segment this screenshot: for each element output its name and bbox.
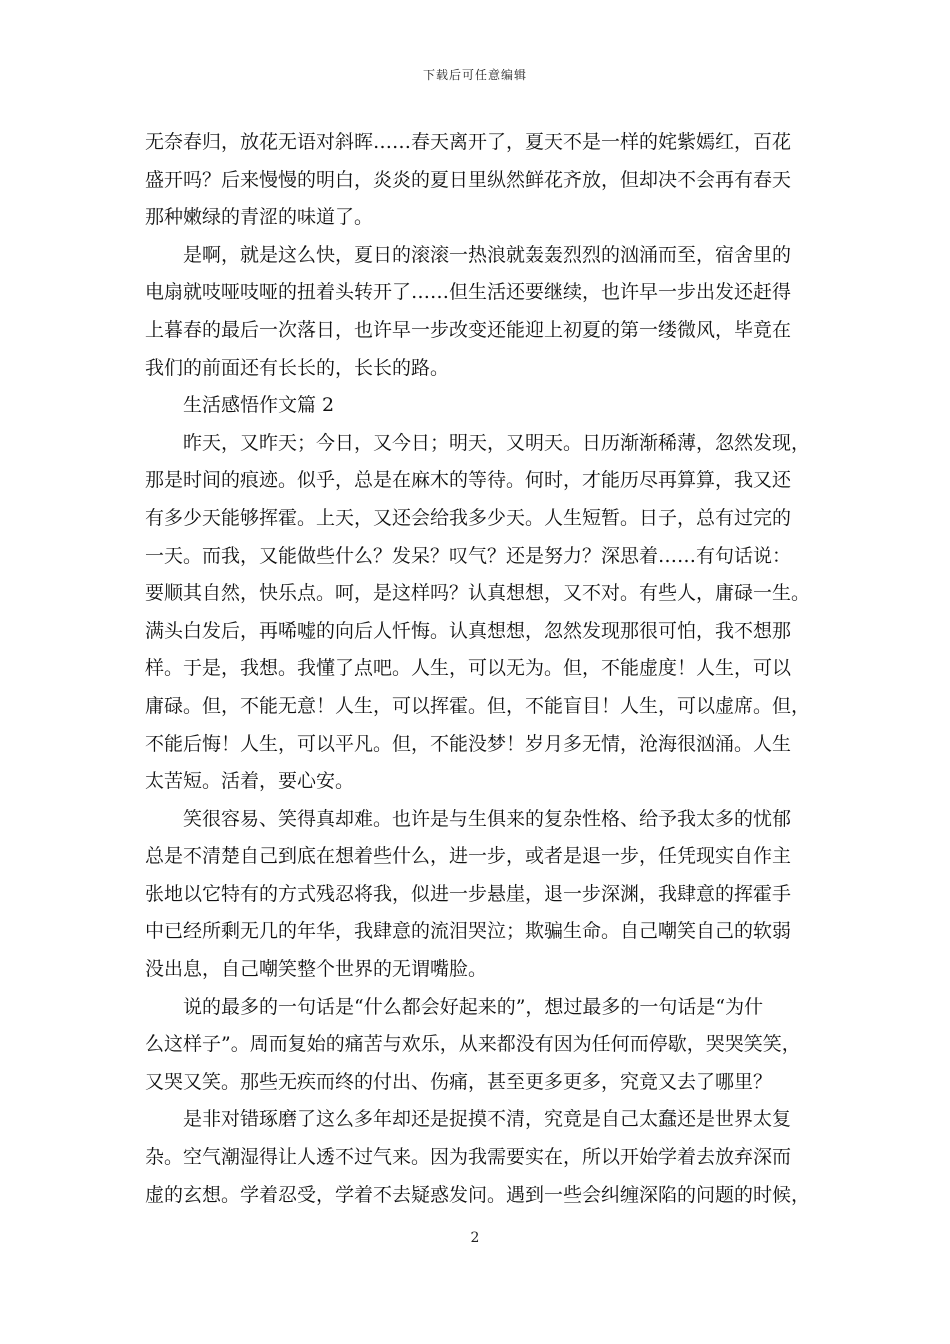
text-line: 么这样子”。周而复始的痛苦与欢乐，从来都没有因为任何而停歇，哭哭笑笑， [145,1033,801,1056]
text-line: 那种嫩绿的青涩的味道了。 [145,206,374,229]
document-body [145,124,813,1214]
text-line: 没出息，自己嘲笑整个世界的无谓嘴脸。 [145,958,488,981]
text-line: 盛开吗？后来慢慢的明白，炎炎的夏日里纵然鲜花齐放，但却决不会再有春天 [145,168,792,191]
text-line: 虚的玄想。学着忍受，学着不去疑惑发问。遇到一些会纠缠深陷的问题的时候， [145,1183,811,1206]
text-line: 杂。空气潮湿得让人透不过气来。因为我需要实在，所以开始学着去放弃深而 [145,1146,792,1169]
text-line: 庸碌。但，不能无意！人生，可以挥霍。但，不能盲目！人生，可以虚席。但， [145,694,811,717]
text-line: 有多少天能够挥霍。上天，又还会给我多少天。人生短暂。日子，总有过完的 [145,506,792,529]
text-line: 一天。而我，又能做些什么？发呆？叹气？还是努力？深思着……有句话说： [145,544,792,567]
text-line: 满头白发后，再唏嘘的向后人忏悔。认真想想，忽然发现那很可怕，我不想那 [145,619,792,642]
text-line: 张地以它特有的方式残忍将我，似进一步悬崖，退一步深渊，我肆意的挥霍手 [145,882,792,905]
text-line: 是啊，就是这么快，夏日的滚滚一热浪就轰轰烈烈的汹涌而至，宿舍里的 [183,243,792,266]
text-line: 我们的前面还有长长的，长长的路。 [145,356,450,379]
text-line: 笑很容易、笑得真却难。也许是与生俱来的复杂性格、给予我太多的忧郁 [183,807,792,830]
text-line: 是非对错琢磨了这么多年却还是捉摸不清，究竟是自己太蠢还是世界太复 [183,1108,792,1131]
text-line: 又哭又笑。那些无疾而终的付出、伤痛，甚至更多更多，究竟又去了哪里？ [145,1070,773,1093]
text-line: 要顺其自然，快乐点。呵，是这样吗？认真想想，又不对。有些人，庸碌一生。 [145,582,811,605]
page-number: 2 [470,1230,480,1246]
text-line: 那是时间的痕迹。似乎，总是在麻木的等待。何时，才能历尽再算算，我又还 [145,469,792,492]
text-line: 无奈春归，放花无语对斜晖……春天离开了，夏天不是一样的姹紫嫣红，百花 [145,131,792,153]
section-heading: 生活感悟作文篇 2 [183,394,335,417]
text-line: 昨天，又昨天；今日，又今日；明天，又明天。日历渐渐稀薄，忽然发现， [183,431,811,454]
page-header: 下载后可任意编辑 [422,68,527,82]
text-line: 上暮春的最后一次落日，也许早一步改变还能迎上初夏的第一缕微风，毕竟在 [145,318,792,341]
text-line: 样。于是，我想。我懂了点吧。人生，可以无为。但，不能虚度！人生，可以 [145,657,792,680]
text-line: 中已经所剩无几的年华，我肆意的流泪哭泣；欺骗生命。自己嘲笑自己的软弱 [145,920,792,943]
text-line: 总是不清楚自己到底在想着些什么，进一步，或者是退一步，任凭现实自作主 [145,845,792,868]
text-line: 不能后悔！人生，可以平凡。但，不能没梦！岁月多无情，沧海很汹涌。人生 [145,732,792,755]
text-line: 说的最多的一句话是“什么都会好起来的”，想过最多的一句话是“为什 [183,995,764,1018]
text-line: 电扇就吱哑吱哑的扭着头转开了……但生活还要继续，也许早一步出发还赶得 [145,281,792,304]
text-line: 太苦短。活着，要心安。 [145,770,355,793]
